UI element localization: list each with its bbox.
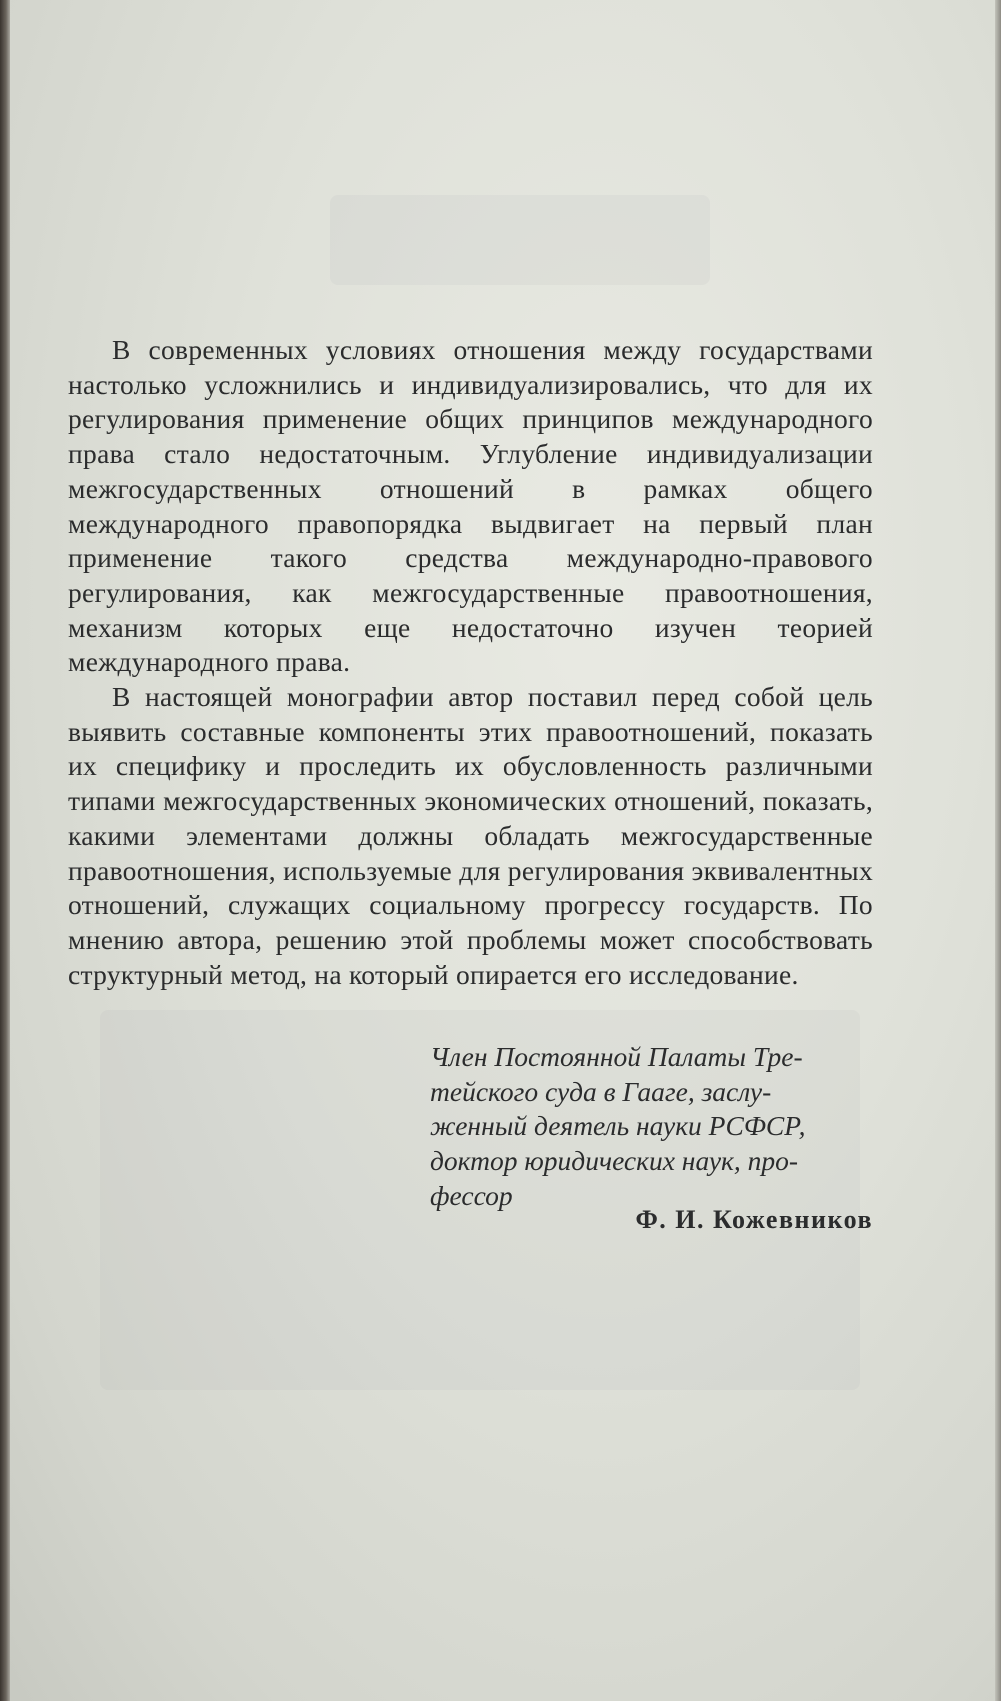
book-binding-edge bbox=[0, 0, 10, 1701]
preface-text bbox=[68, 333, 873, 992]
preface-paragraph: В настоящей монографии автор поставил перед собой цель выявить составные компоненты этих правоотношений, показать их специфику и проследить их обусловленность различными типами межгосударственных экономических отношений, показать, какими элементами должны обладать межгосударственные правоотношения, используемые для регулирования эквивалентных отношений, служащих социальному прогрессу государств. По мнению автора, решению этой проблемы может способствовать структурный метод, на который опирается его исследование. bbox=[68, 681, 873, 990]
credentials-line: Член Постоянной Палаты Тре- bbox=[430, 1041, 803, 1072]
credentials-line: доктор юридических наук, про- bbox=[430, 1145, 799, 1177]
show-through-shade bbox=[330, 195, 710, 285]
credentials-line: фессор bbox=[430, 1179, 513, 1211]
credentials-line: тейского суда в Гааге, заслу- bbox=[430, 1075, 772, 1107]
author-credentials bbox=[430, 1040, 874, 1214]
page-right-edge bbox=[995, 0, 1001, 1701]
author-name: Ф. И. Кожевников bbox=[635, 1205, 873, 1234]
preface-paragraph: В современных условиях отношения между государствами настолько усложнились и индивидуализировались, что для их регулирования применение общих принципов международного права стало недостаточным. Углубление индивидуализации межгосударственных отношений в рамках общего международного правопорядка выдвигает на первый план применение такого средства международно-правового регулирования, как межгосударственные правоотношения, механизм которых еще недостаточно изучен теорией международного права. bbox=[68, 334, 873, 678]
credentials-line: женный деятель науки РСФСР, bbox=[430, 1110, 806, 1142]
